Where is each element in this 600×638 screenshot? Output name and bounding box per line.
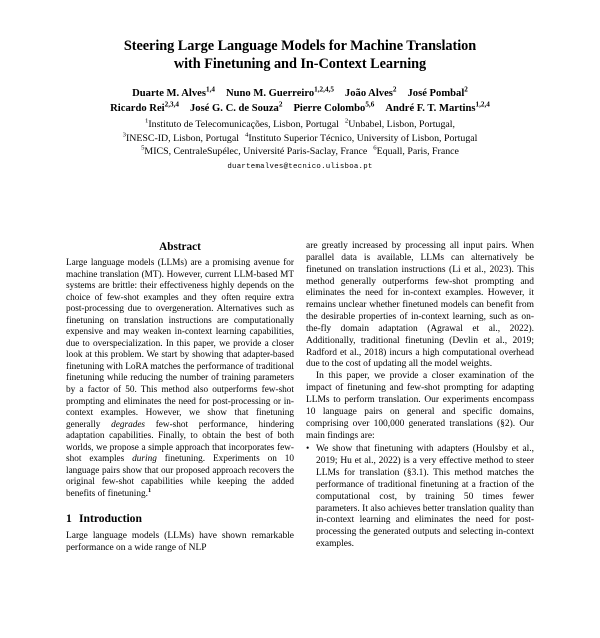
title-block [0, 38, 600, 73]
author-name: Ricardo Rei [110, 102, 165, 114]
affiliation-text: Unbabel, Lisbon, Portugal, [348, 119, 455, 131]
paper-page [0, 38, 600, 638]
introduction-paragraph: Large language models (LLMs) have shown remarkable performance on a wide range of NLP [66, 531, 294, 554]
author-name: André F. T. Martins [385, 102, 476, 114]
abstract-emphasis-during: during [132, 454, 157, 465]
author-affiliation-marker: 2,3,4 [164, 100, 179, 109]
section-heading-introduction [66, 512, 294, 525]
section-title: Introduction [79, 512, 142, 526]
affiliation [141, 146, 367, 157]
affiliation-index: 4 [244, 131, 249, 139]
author-affiliation-marker: 5,6 [365, 100, 375, 109]
left-column [66, 241, 294, 638]
author [385, 100, 490, 114]
affiliation-text: Equall, Paris, France [376, 146, 459, 157]
abstract-emphasis-degrades: degrades [111, 419, 146, 430]
affiliation [373, 146, 459, 157]
affiliation-line [22, 132, 578, 145]
abstract-paragraph [66, 258, 294, 500]
author [189, 100, 283, 114]
right-column [306, 241, 534, 638]
author [293, 100, 375, 114]
list-item-text: We show that finetuning with adapters (Houlsby et al., 2019; Hu et al., 2022) is a very effective method to steer LLMs for translation (§3.1). This method matches the performance of traditional finetuning at a fraction of the computational cost, by training 50 times fewer parameters. It also achieves better translation quality than in-context learning and eliminates the need for post-processing the generated outputs and selecting in-context examples. [316, 444, 534, 550]
page-title [62, 38, 538, 73]
author-affiliation-marker: 2 [278, 100, 283, 109]
abstract-body [66, 258, 294, 500]
continued-paragraph: are greatly increased by processing all input pairs. When parallel data is available, LLMs can alternatively be finetuned on translation instructions (Li et al., 2023). This method generally outperforms few-shot prompting and eliminates the need for in-context examples. However, it remains unclear whether finetuned models can benefit from the desirable properties of in-context learning, such as on-the-fly domain adaptation (Agrawal et al., 2022). Additionally, traditional finetuning (Devlin et al., 2019; Radford et al., 2018) incurs a high computational overhead due to the cost of updating all the model weights. [306, 241, 534, 370]
author-affiliation-marker: 2 [464, 85, 468, 94]
affiliation-text: Instituto Superior Técnico, University of Lisbon, Portugal [248, 132, 478, 144]
bullet-icon: • [306, 444, 310, 455]
author [344, 85, 397, 99]
affiliation-text: INESC-ID, Lisbon, Portugal [125, 132, 239, 144]
abstract-text-part-2: few-shot performance, hindering adaptation capabilities. Finally, to obtain the best of both worlds, we propose a simple approach that incorporates few-shot examples [66, 419, 294, 465]
author [110, 100, 179, 114]
author-name: José G. C. de Souza [189, 102, 279, 114]
contact-email[interactable]: duartemalves@tecnico.ulisboa.pt [227, 163, 373, 172]
author-name: Pierre Colombo [293, 102, 366, 114]
author-name: Duarte M. Alves [132, 88, 206, 99]
author-list [0, 87, 600, 116]
affiliation-index: 2 [344, 117, 349, 125]
author [407, 85, 468, 99]
author-affiliation-marker: 2 [392, 85, 397, 94]
author-affiliation-marker: 1,2,4 [475, 100, 490, 109]
affiliation [245, 133, 477, 144]
affiliation-text: MICS, CentraleSupélec, Université Paris-Saclay, France [144, 146, 368, 157]
contributions-paragraph: In this paper, we provide a closer examination of the impact of finetuning and few-shot prompting for adapting LLMs to perform translation. Our experiments encompass 10 language pairs on general and specific domains, comprising over 100,000 generated translations (§2). Our main findings are: [306, 371, 534, 441]
list-item [306, 444, 534, 551]
paper-title-line-1: Steering Large Language Models for Machine Translation [123, 38, 477, 54]
author-name: José Pombal [407, 88, 465, 99]
affiliation-index: 6 [373, 144, 377, 152]
abstract-text-part-3: finetuning. Experiments on 10 language pairs show that our proposed approach recovers the original few-shot capabilities while keeping the added benefits of finetuning. [66, 454, 294, 499]
author-name: Nuno M. Guerreiro [225, 88, 315, 99]
section-number: 1 [66, 512, 72, 526]
two-column-body [0, 241, 600, 638]
abstract-text-part-1: Large language models (LLMs) are a promising avenue for machine translation (MT). However, current LLM-based MT systems are brittle: their effectiveness highly depends on the choice of few-shot examples and they often require extra post-processing due to overgeneration. Alternatives such as finetuning on translation instructions are computationally expensive and may weaken in-context learning capabilities, due to overspecialization. In this paper, we provide a closer look at this problem. We start by showing that adapter-based finetuning with LoRA matches the performance of traditional finetuning while reducing the number of training parameters by a factor of 50. This method also outperforms few-shot prompting and eliminates the need for post-processing or in-context examples. However, we show that finetuning generally [66, 258, 294, 430]
affiliation-line [22, 145, 578, 158]
abstract-heading: Abstract [159, 241, 201, 253]
affiliation-index: 3 [122, 131, 126, 139]
author-name: João Alves [344, 88, 393, 99]
affiliation-line [22, 118, 578, 131]
findings-list [306, 444, 534, 551]
author-affiliation-marker: 1,4 [205, 85, 215, 94]
affiliation-index: 1 [145, 117, 149, 125]
footnote-marker[interactable]: 1 [147, 486, 152, 494]
author-affiliation-marker: 1,2,4,5 [314, 85, 334, 94]
affiliation [345, 119, 455, 130]
affiliation-text: Instituto de Telecomunicações, Lisbon, Portugal [148, 119, 339, 131]
author [132, 85, 215, 99]
affiliation [145, 119, 339, 130]
affiliation-list [0, 118, 600, 158]
paper-title-line-2: with Finetuning and In-Context Learning [173, 55, 427, 72]
author [225, 85, 334, 99]
affiliation [123, 133, 239, 144]
affiliation-index: 5 [141, 144, 145, 152]
